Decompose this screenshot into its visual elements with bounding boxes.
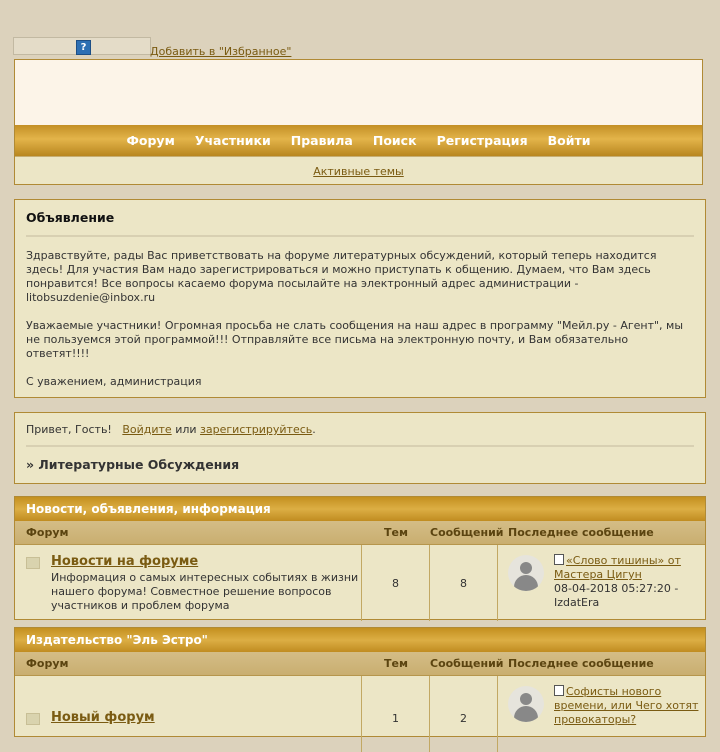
sub-nav (15, 156, 702, 185)
avatar (508, 555, 544, 591)
forum-header (14, 59, 703, 185)
forum-link[interactable]: Новости на форуме (51, 554, 199, 569)
guest-box (14, 412, 706, 484)
nav-search[interactable]: Поиск (372, 133, 417, 148)
announcement-title: Объявление (26, 210, 115, 225)
forum-row (15, 545, 705, 621)
table-header (15, 652, 705, 676)
divider (26, 445, 694, 447)
col-posts-header: Сообщений (430, 526, 504, 539)
last-post-link[interactable]: Софисты нового времени, или Чего хотят провокаторы? (554, 685, 699, 726)
forum-row (15, 676, 705, 752)
add-to-favorites-link[interactable]: Добавить в "Избранное" (150, 45, 292, 58)
nav-forum[interactable]: Форум (126, 133, 175, 148)
active-topics-link[interactable]: Активные темы (313, 164, 404, 178)
posts-count: 2 (430, 676, 498, 752)
topics-count: 1 (362, 676, 430, 752)
divider (26, 235, 694, 237)
nav-rules[interactable]: Правила (290, 133, 353, 148)
register-link[interactable]: зарегистрируйтесь (200, 423, 313, 436)
last-post-date: 08-04-2018 05:27:20 - IzdatEra (554, 582, 679, 609)
col-topics-header: Тем (384, 526, 408, 539)
counter-widget (13, 37, 151, 55)
nav-login[interactable]: Войти (547, 133, 591, 148)
col-topics-header: Тем (384, 657, 408, 670)
avatar (508, 686, 544, 722)
last-post-cell (498, 676, 705, 752)
category-title: Издательство "Эль Эстро" (15, 628, 705, 652)
forum-description: Информация о самых интересных событиях в жизни нашего форума! Совместное решение вопросов участников и проблем форума (51, 571, 359, 612)
category-publisher (14, 627, 706, 737)
forum-link[interactable]: Новый форум (51, 710, 155, 725)
col-last-header: Последнее сообщение (508, 657, 654, 670)
forum-cell (15, 545, 362, 621)
col-last-header: Последнее сообщение (508, 526, 654, 539)
forum-cell (15, 676, 362, 752)
guest-greeting-line (26, 423, 694, 436)
col-forum-header: Форум (26, 657, 69, 670)
breadcrumb: » Литературные Обсуждения (26, 457, 240, 472)
announcement-text-3: С уважением, администрация (26, 375, 202, 388)
announcement-box (14, 199, 706, 398)
post-icon (554, 554, 564, 565)
category-news (14, 496, 706, 620)
or-text: или (175, 423, 197, 436)
posts-count: 8 (430, 545, 498, 621)
nav-members[interactable]: Участники (194, 133, 271, 148)
announcement-text-2: Уважаемые участники! Огромная просьба не слать сообщения на наш адрес в программу "Мейл.ру - Агент", мы не пользуемся этой программой!!! Отправляйте все письма на электронную почту, и Вам обязательно ответят!!!! (26, 319, 684, 360)
last-post-cell (498, 545, 705, 621)
forum-status-icon (26, 557, 40, 569)
col-posts-header: Сообщений (430, 657, 504, 670)
header-banner (15, 60, 702, 125)
col-forum-header: Форум (26, 526, 69, 539)
topics-count: 8 (362, 545, 430, 621)
announcement-text-1: Здравствуйте, рады Вас приветствовать на форуме литературных обсуждений, который теперь находится здесь! Для участия Вам надо зарегистрироваться и можно приступать к общению. Думаем, что Вам здесь понравится! Все вопросы касаемо форума посылайте на электронный адрес администрации - litobsuzdenie@inbox.ru (26, 249, 657, 304)
help-icon[interactable]: ? (76, 40, 91, 55)
last-post-link[interactable]: «Слово тишины» от Мастера Цигун (554, 554, 681, 581)
category-title: Новости, объявления, информация (15, 497, 705, 521)
table-header (15, 521, 705, 545)
period: . (312, 423, 316, 436)
guest-greeting: Привет, Гость! (26, 423, 112, 436)
login-link[interactable]: Войдите (122, 423, 172, 436)
nav-register[interactable]: Регистрация (436, 133, 528, 148)
forum-status-icon (26, 713, 40, 725)
main-nav (15, 125, 702, 156)
post-icon (554, 685, 564, 696)
